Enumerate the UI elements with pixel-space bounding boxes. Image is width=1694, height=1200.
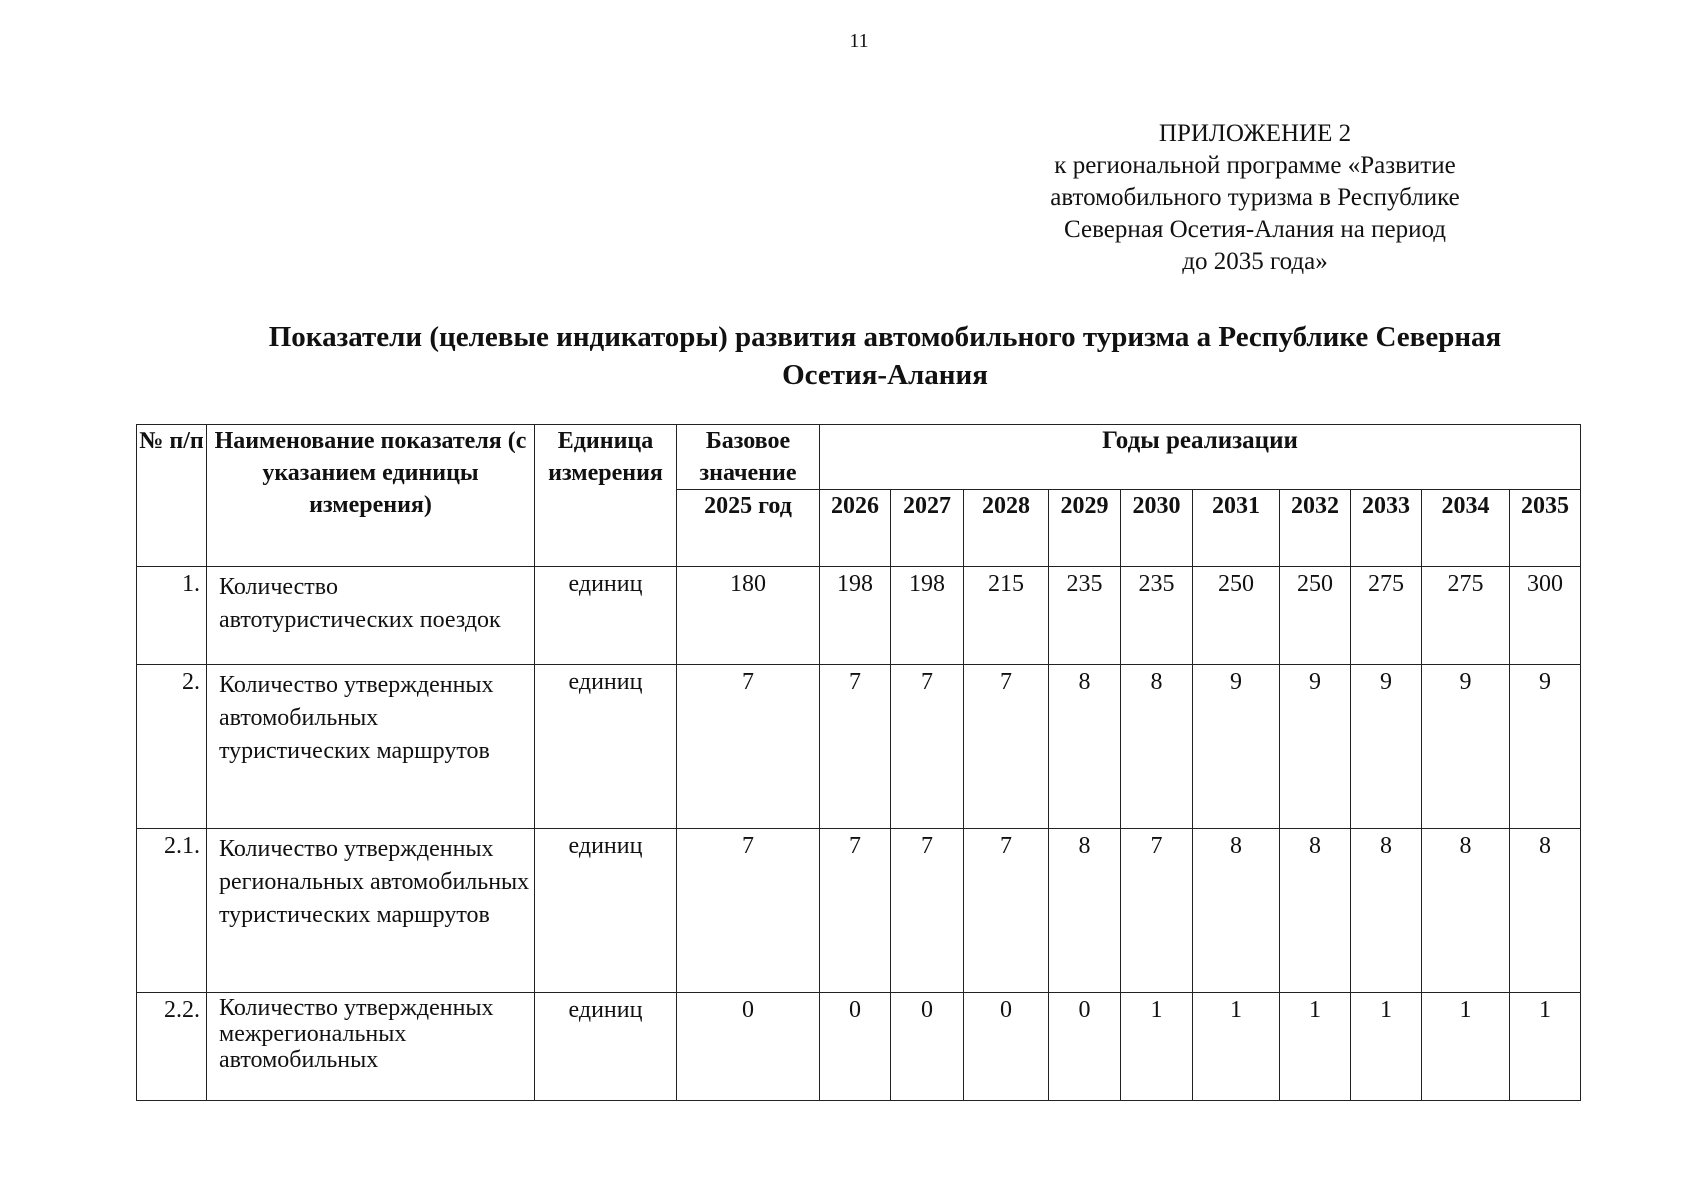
year-value: 8 xyxy=(1510,829,1581,993)
header-year: 2029 xyxy=(1049,490,1121,567)
year-value: 8 xyxy=(1280,829,1351,993)
year-value: 7 xyxy=(964,665,1049,829)
year-value: 215 xyxy=(964,567,1049,665)
year-value: 275 xyxy=(1351,567,1422,665)
year-value: 7 xyxy=(1121,829,1193,993)
indicator-name: Количество автотуристических поездок xyxy=(207,567,535,665)
appendix-line: к региональной программе «Развитие xyxy=(1054,152,1456,179)
year-value: 8 xyxy=(1351,829,1422,993)
year-value: 235 xyxy=(1121,567,1193,665)
table-row xyxy=(137,665,1581,829)
year-value: 300 xyxy=(1510,567,1581,665)
indicator-name: Количество утвержденных межрегиональных автомобильных xyxy=(207,993,535,1101)
header-year: 2035 xyxy=(1510,490,1581,567)
table-row xyxy=(137,567,1581,665)
year-value: 9 xyxy=(1351,665,1422,829)
indicator-unit: единиц xyxy=(535,567,677,665)
year-value: 1 xyxy=(1510,993,1581,1101)
header-base-year: 2025 год xyxy=(677,490,820,567)
row-number: 1. xyxy=(137,567,207,665)
header-year: 2032 xyxy=(1280,490,1351,567)
year-value: 7 xyxy=(891,665,964,829)
header-unit: Единица измерения xyxy=(535,425,677,567)
row-number: 2.2. xyxy=(137,993,207,1101)
header-year: 2031 xyxy=(1193,490,1280,567)
header-base-value: Базовое значение xyxy=(677,425,820,490)
year-value: 0 xyxy=(1049,993,1121,1101)
row-number: 2. xyxy=(137,665,207,829)
indicator-unit: единиц xyxy=(535,993,677,1101)
page-number: 11 xyxy=(849,30,869,52)
title-line: Показатели (целевые индикаторы) развития автомобильного туризма а Республике Северная xyxy=(268,321,1502,353)
indicator-unit: единиц xyxy=(535,665,677,829)
header-number: № п/п xyxy=(137,425,207,567)
header-indicator-name: Наименование показателя (с указанием единицы измерения) xyxy=(207,425,535,567)
year-value: 198 xyxy=(891,567,964,665)
appendix-line: до 2035 года» xyxy=(1182,248,1328,275)
year-value: 8 xyxy=(1422,829,1510,993)
header-year: 2034 xyxy=(1422,490,1510,567)
indicator-name: Количество утвержденных автомобильных туристических маршрутов xyxy=(207,665,535,829)
year-value: 7 xyxy=(964,829,1049,993)
header-year: 2028 xyxy=(964,490,1049,567)
year-value: 0 xyxy=(964,993,1049,1101)
year-value: 275 xyxy=(1422,567,1510,665)
indicator-name: Количество утвержденных региональных автомобильных туристических маршрутов xyxy=(207,829,535,993)
year-value: 1 xyxy=(1280,993,1351,1101)
year-value: 1 xyxy=(1193,993,1280,1101)
appendix-line: автомобильного туризма в Республике xyxy=(1050,184,1460,211)
table-row xyxy=(137,993,1581,1101)
year-value: 8 xyxy=(1049,665,1121,829)
year-value: 7 xyxy=(820,829,891,993)
header-year: 2026 xyxy=(820,490,891,567)
year-value: 9 xyxy=(1422,665,1510,829)
base-value: 180 xyxy=(677,567,820,665)
appendix-line: ПРИЛОЖЕНИЕ 2 xyxy=(1158,120,1352,147)
year-value: 1 xyxy=(1351,993,1422,1101)
year-value: 9 xyxy=(1510,665,1581,829)
year-value: 9 xyxy=(1280,665,1351,829)
year-value: 1 xyxy=(1422,993,1510,1101)
year-value: 9 xyxy=(1193,665,1280,829)
year-value: 0 xyxy=(891,993,964,1101)
title-line: Осетия-Алания xyxy=(782,359,988,391)
document-title xyxy=(150,318,1620,394)
year-value: 8 xyxy=(1121,665,1193,829)
appendix-header xyxy=(1000,118,1510,278)
base-value: 0 xyxy=(677,993,820,1101)
year-value: 7 xyxy=(891,829,964,993)
row-number: 2.1. xyxy=(137,829,207,993)
indicators-table xyxy=(136,424,1581,1101)
appendix-line: Северная Осетия-Алания на период xyxy=(1064,216,1446,243)
base-value: 7 xyxy=(677,665,820,829)
header-year: 2033 xyxy=(1351,490,1422,567)
year-value: 8 xyxy=(1049,829,1121,993)
base-value: 7 xyxy=(677,829,820,993)
indicator-unit: единиц xyxy=(535,829,677,993)
year-value: 7 xyxy=(820,665,891,829)
year-value: 235 xyxy=(1049,567,1121,665)
year-value: 0 xyxy=(820,993,891,1101)
year-value: 1 xyxy=(1121,993,1193,1101)
table-row xyxy=(137,829,1581,993)
year-value: 8 xyxy=(1193,829,1280,993)
header-year: 2027 xyxy=(891,490,964,567)
header-year: 2030 xyxy=(1121,490,1193,567)
header-years-group: Годы реализации xyxy=(820,425,1581,490)
year-value: 250 xyxy=(1193,567,1280,665)
year-value: 250 xyxy=(1280,567,1351,665)
year-value: 198 xyxy=(820,567,891,665)
